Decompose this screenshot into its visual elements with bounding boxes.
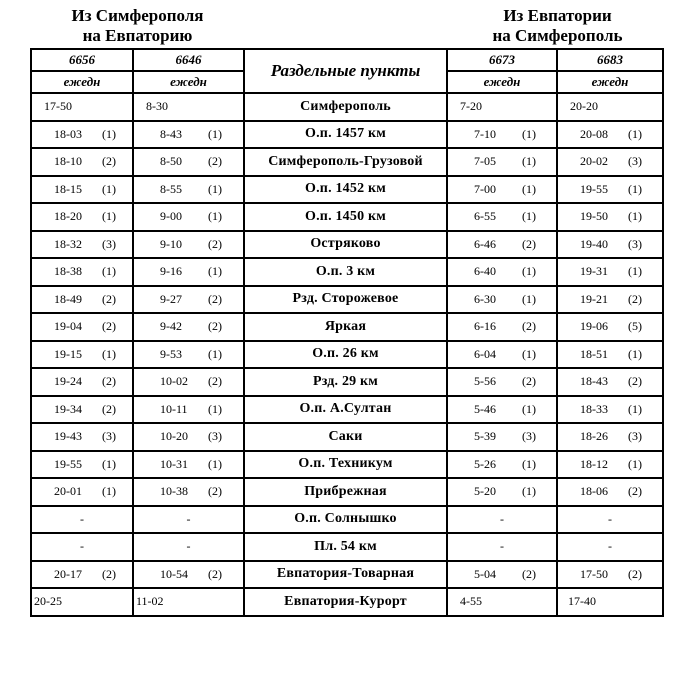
time-cell: [447, 148, 557, 176]
timetable: [30, 48, 664, 617]
time-cell: [447, 121, 557, 149]
stop-duration: (3): [628, 154, 642, 169]
stations-header: Раздельные пункты: [244, 49, 447, 93]
time-value: 17-50: [580, 566, 608, 581]
time-value: 10-54: [160, 566, 188, 581]
time-value: 9-10: [160, 236, 182, 251]
time-cell: [133, 341, 244, 369]
stop-duration: (1): [102, 126, 116, 141]
time-value: 20-02: [580, 154, 608, 169]
time-value: 8-50: [160, 154, 182, 169]
stop-duration: (1): [208, 209, 222, 224]
stop-duration: (1): [628, 456, 642, 471]
stop-duration: (2): [102, 374, 116, 389]
time-cell: 11-02: [133, 588, 244, 616]
station-row: [31, 451, 663, 479]
station-row: [31, 258, 663, 286]
time-value: 8-55: [160, 181, 182, 196]
time-cell: [133, 313, 244, 341]
station-name: Симферополь: [244, 93, 447, 121]
first-station-row: [31, 93, 663, 121]
station-row: [31, 121, 663, 149]
train-number-row: [31, 49, 663, 71]
time-cell: 17-40: [557, 588, 663, 616]
time-cell: [447, 451, 557, 479]
time-value: 19-40: [580, 236, 608, 251]
stop-duration: (1): [628, 401, 642, 416]
stop-duration: (3): [522, 429, 536, 444]
time-value: 18-03: [54, 126, 82, 141]
stop-duration: (1): [208, 126, 222, 141]
stop-duration: (1): [208, 264, 222, 279]
station-name: О.п. А.Султан: [244, 396, 447, 424]
time-value: 9-27: [160, 291, 182, 306]
time-value: 6-16: [474, 319, 496, 334]
station-name: Симферополь-Грузовой: [244, 148, 447, 176]
time-value: 20-08: [580, 126, 608, 141]
stop-duration: (1): [208, 181, 222, 196]
time-cell: [557, 313, 663, 341]
header-right-line2: на Симферополь: [492, 26, 623, 45]
header-from-simferopol: [30, 6, 245, 46]
station-name: Пл. 54 км: [244, 533, 447, 561]
train-number-6646: 6646: [133, 49, 244, 71]
time-value: 5-20: [474, 484, 496, 499]
stop-duration: (3): [208, 429, 222, 444]
time-cell: [31, 176, 133, 204]
stop-duration: (3): [102, 236, 116, 251]
time-cell: [447, 423, 557, 451]
time-value: 10-31: [160, 456, 188, 471]
stop-duration: (2): [628, 484, 642, 499]
time-cell: 20-20: [557, 93, 663, 121]
stop-duration: (1): [522, 264, 536, 279]
stop-duration: (1): [522, 154, 536, 169]
station-name: О.п. 3 км: [244, 258, 447, 286]
stop-duration: (2): [208, 236, 222, 251]
time-value: 7-05: [474, 154, 496, 169]
stop-duration: (5): [628, 319, 642, 334]
time-value: 9-42: [160, 319, 182, 334]
frequency-6656: ежедн: [31, 71, 133, 93]
time-value: 18-10: [54, 154, 82, 169]
stop-duration: (2): [522, 236, 536, 251]
station-name: О.п. 1452 км: [244, 176, 447, 204]
station-row: [31, 533, 663, 561]
station-name: О.п. Солнышко: [244, 506, 447, 534]
time-cell: 7-20: [447, 93, 557, 121]
time-cell: [31, 258, 133, 286]
time-cell: [557, 396, 663, 424]
time-value: 6-30: [474, 291, 496, 306]
time-cell: [31, 121, 133, 149]
station-name: Рзд. Сторожевое: [244, 286, 447, 314]
time-value: 18-06: [580, 484, 608, 499]
time-value: 19-31: [580, 264, 608, 279]
time-value: 18-33: [580, 401, 608, 416]
frequency-6646: ежедн: [133, 71, 244, 93]
stop-duration: (1): [522, 484, 536, 499]
stop-duration: (1): [628, 264, 642, 279]
time-cell: [31, 478, 133, 506]
time-cell: [557, 148, 663, 176]
stop-duration: (1): [522, 209, 536, 224]
last-station-row: [31, 588, 663, 616]
stop-duration: (1): [522, 181, 536, 196]
time-value: 9-53: [160, 346, 182, 361]
stop-duration: (2): [102, 319, 116, 334]
stop-duration: (1): [102, 484, 116, 499]
time-cell: [31, 396, 133, 424]
stop-duration: (1): [522, 401, 536, 416]
stop-duration: (1): [208, 401, 222, 416]
time-cell: [31, 231, 133, 259]
time-value: 18-32: [54, 236, 82, 251]
stop-duration: (2): [208, 319, 222, 334]
stop-duration: (2): [102, 401, 116, 416]
time-value: 18-12: [580, 456, 608, 471]
stop-duration: (2): [208, 374, 222, 389]
time-cell: -: [557, 506, 663, 534]
time-value: 18-51: [580, 346, 608, 361]
time-value: 6-40: [474, 264, 496, 279]
time-cell: [557, 451, 663, 479]
time-cell: [133, 203, 244, 231]
stop-duration: (1): [102, 346, 116, 361]
stop-duration: (1): [208, 456, 222, 471]
station-row: [31, 478, 663, 506]
time-cell: [557, 561, 663, 589]
station-name: Саки: [244, 423, 447, 451]
station-row: [31, 341, 663, 369]
station-row: [31, 176, 663, 204]
stop-duration: (2): [522, 319, 536, 334]
time-value: 9-00: [160, 209, 182, 224]
time-cell: [447, 258, 557, 286]
time-cell: -: [31, 533, 133, 561]
time-value: 10-38: [160, 484, 188, 499]
time-cell: [447, 478, 557, 506]
time-value: 20-01: [54, 484, 82, 499]
time-cell: [557, 203, 663, 231]
stop-duration: (2): [522, 566, 536, 581]
frequency-6673: ежедн: [447, 71, 557, 93]
time-value: 6-55: [474, 209, 496, 224]
station-name: О.п. 26 км: [244, 341, 447, 369]
time-value: 5-04: [474, 566, 496, 581]
stop-duration: (3): [628, 236, 642, 251]
time-value: 18-49: [54, 291, 82, 306]
time-cell: [31, 451, 133, 479]
time-value: 5-26: [474, 456, 496, 471]
time-cell: [557, 286, 663, 314]
time-cell: [557, 478, 663, 506]
stop-duration: (2): [628, 374, 642, 389]
station-row: [31, 506, 663, 534]
time-cell: [447, 313, 557, 341]
train-number-6656: 6656: [31, 49, 133, 71]
time-cell: [557, 341, 663, 369]
time-cell: 8-30: [133, 93, 244, 121]
stop-duration: (2): [522, 374, 536, 389]
time-cell: -: [133, 533, 244, 561]
time-value: 10-11: [160, 401, 188, 416]
time-value: 5-56: [474, 374, 496, 389]
stop-duration: (2): [208, 291, 222, 306]
frequency-6683: ежедн: [557, 71, 663, 93]
station-row: [31, 148, 663, 176]
time-cell: 4-55: [447, 588, 557, 616]
station-name: Рзд. 29 км: [244, 368, 447, 396]
time-value: 7-10: [474, 126, 496, 141]
stop-duration: (1): [522, 346, 536, 361]
time-cell: [31, 561, 133, 589]
time-cell: [557, 258, 663, 286]
stop-duration: (2): [628, 566, 642, 581]
station-name: Евпатория-Курорт: [244, 588, 447, 616]
stop-duration: (2): [208, 566, 222, 581]
time-value: 7-00: [474, 181, 496, 196]
time-value: 8-43: [160, 126, 182, 141]
time-value: 19-06: [580, 319, 608, 334]
station-row: [31, 313, 663, 341]
time-value: 20-17: [54, 566, 82, 581]
time-value: 19-04: [54, 319, 82, 334]
time-value: 19-15: [54, 346, 82, 361]
time-cell: [447, 286, 557, 314]
station-name: Яркая: [244, 313, 447, 341]
stop-duration: (1): [102, 181, 116, 196]
time-cell: [557, 121, 663, 149]
time-value: 19-24: [54, 374, 82, 389]
time-value: 19-55: [54, 456, 82, 471]
stop-duration: (2): [102, 566, 116, 581]
time-cell: -: [31, 506, 133, 534]
time-cell: [557, 176, 663, 204]
stop-duration: (3): [102, 429, 116, 444]
time-cell: [133, 368, 244, 396]
station-name: О.п. 1450 км: [244, 203, 447, 231]
time-cell: [133, 561, 244, 589]
time-value: 19-55: [580, 181, 608, 196]
time-value: 19-50: [580, 209, 608, 224]
time-cell: -: [557, 533, 663, 561]
stop-duration: (1): [102, 209, 116, 224]
stop-duration: (3): [628, 429, 642, 444]
time-cell: [133, 121, 244, 149]
stop-duration: (1): [102, 264, 116, 279]
time-cell: -: [133, 506, 244, 534]
time-cell: [133, 396, 244, 424]
header-left-line1: Из Симферополя: [71, 6, 204, 25]
station-name: Евпатория-Товарная: [244, 561, 447, 589]
stop-duration: (1): [522, 126, 536, 141]
time-cell: [447, 231, 557, 259]
station-row: [31, 231, 663, 259]
time-cell: [133, 478, 244, 506]
time-value: 9-16: [160, 264, 182, 279]
time-value: 18-43: [580, 374, 608, 389]
station-name: О.п. Техникум: [244, 451, 447, 479]
station-name: Остряково: [244, 231, 447, 259]
time-value: 19-21: [580, 291, 608, 306]
header-right-line1: Из Евпатории: [503, 6, 612, 25]
time-value: 18-15: [54, 181, 82, 196]
stop-duration: (1): [102, 456, 116, 471]
train-number-6673: 6673: [447, 49, 557, 71]
station-row: [31, 203, 663, 231]
stop-duration: (1): [208, 346, 222, 361]
time-value: 19-34: [54, 401, 82, 416]
time-value: 5-39: [474, 429, 496, 444]
station-name: Прибрежная: [244, 478, 447, 506]
time-value: 10-02: [160, 374, 188, 389]
time-cell: [557, 368, 663, 396]
train-number-6683: 6683: [557, 49, 663, 71]
time-cell: -: [447, 533, 557, 561]
station-row: [31, 368, 663, 396]
time-value: 18-38: [54, 264, 82, 279]
time-value: 6-04: [474, 346, 496, 361]
header-left-line2: на Евпаторию: [82, 26, 193, 45]
stop-duration: (2): [102, 291, 116, 306]
time-cell: [447, 368, 557, 396]
time-cell: 17-50: [31, 93, 133, 121]
time-cell: [557, 423, 663, 451]
station-row: [31, 396, 663, 424]
station-name: О.п. 1457 км: [244, 121, 447, 149]
time-cell: [31, 313, 133, 341]
time-cell: -: [447, 506, 557, 534]
stop-duration: (1): [628, 126, 642, 141]
time-cell: [133, 176, 244, 204]
time-cell: 20-25: [31, 588, 133, 616]
stop-duration: (2): [208, 154, 222, 169]
stop-duration: (1): [522, 291, 536, 306]
stop-duration: (1): [628, 209, 642, 224]
time-value: 18-26: [580, 429, 608, 444]
time-value: 5-46: [474, 401, 496, 416]
time-cell: [31, 423, 133, 451]
station-row: [31, 286, 663, 314]
time-value: 6-46: [474, 236, 496, 251]
stop-duration: (1): [628, 181, 642, 196]
stop-duration: (1): [628, 346, 642, 361]
time-cell: [31, 341, 133, 369]
time-cell: [133, 231, 244, 259]
time-cell: [447, 341, 557, 369]
time-cell: [31, 286, 133, 314]
station-row: [31, 561, 663, 589]
time-cell: [447, 176, 557, 204]
stop-duration: (2): [102, 154, 116, 169]
stop-duration: (2): [208, 484, 222, 499]
time-cell: [447, 396, 557, 424]
stop-duration: (1): [522, 456, 536, 471]
time-cell: [133, 286, 244, 314]
stop-duration: (2): [628, 291, 642, 306]
time-cell: [557, 231, 663, 259]
time-value: 10-20: [160, 429, 188, 444]
time-value: 18-20: [54, 209, 82, 224]
time-cell: [133, 423, 244, 451]
time-cell: [447, 561, 557, 589]
time-value: 19-43: [54, 429, 82, 444]
header-from-evpatoria: [450, 6, 665, 46]
time-cell: [31, 148, 133, 176]
station-row: [31, 423, 663, 451]
time-cell: [447, 203, 557, 231]
time-cell: [133, 451, 244, 479]
time-cell: [31, 203, 133, 231]
time-cell: [31, 368, 133, 396]
time-cell: [133, 258, 244, 286]
time-cell: [133, 148, 244, 176]
